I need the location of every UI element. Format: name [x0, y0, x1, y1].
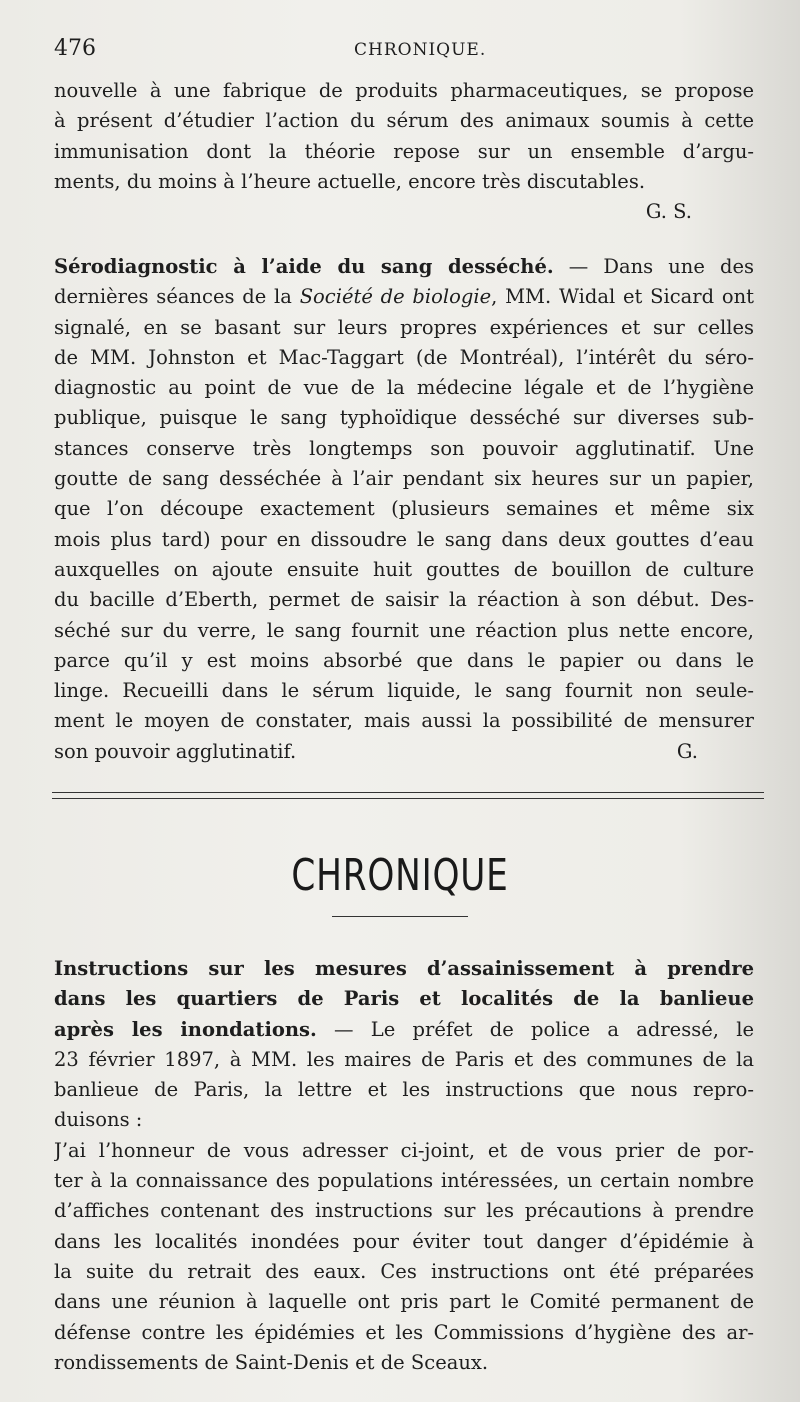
text-line: immunisation dont la théorie repose sur un ensemble d’argu-	[54, 139, 754, 163]
text-line: du bacille d’Eberth, permet de saisir la réaction à son début. Des-	[54, 588, 754, 612]
text-line: publique, puisque le sang typhoïdique desséché sur diverses sub-	[54, 406, 754, 430]
article-title-line	[54, 984, 754, 1014]
text-line: diagnostic au point de vue de la médecine légale et de l’hygiène	[54, 376, 754, 400]
text-fragment: — Dans une des	[553, 255, 754, 278]
text-line: goutte de sang desséchée à l’air pendant six heures sur un papier,	[54, 467, 754, 491]
text-line: linge. Recueilli dans le sérum liquide, le sang fournit non seule-	[54, 679, 754, 703]
author-signature: G. S.	[645, 200, 692, 224]
running-title: CHRONIQUE.	[354, 40, 487, 60]
article-instructions	[54, 954, 754, 1378]
text-line: duisons :	[54, 1108, 143, 1132]
journal-name: Société de biologie	[299, 285, 492, 309]
title-underline	[332, 916, 468, 917]
text-line: ments, du moins à l’heure actuelle, encore très discutables.	[54, 169, 646, 193]
text-fragment: dernières séances de la	[54, 285, 300, 309]
text-line: ment le moyen de constater, mais aussi la possibilité de mensurer	[54, 709, 754, 733]
article-title-line	[54, 252, 754, 282]
text-fragment: , MM. Widal et Sicard ont	[491, 285, 754, 309]
section-divider-top	[52, 792, 764, 793]
text-line: rondissements de Saint-Denis et de Sceaux.	[54, 1350, 489, 1374]
text-line: d’affiches contenant des instructions sur les précautions à prendre	[54, 1199, 754, 1223]
text-fragment: — Le préfet de police a adressé, le	[316, 1017, 754, 1041]
text-fragment: son pouvoir agglutinatif.	[54, 739, 297, 763]
text-line: auxquelles on ajoute ensuite huit gouttes de bouillon de culture	[54, 557, 754, 581]
article-title-line	[54, 954, 754, 984]
author-signature: G.	[676, 739, 698, 763]
text-line: signalé, en se basant sur leurs propres expériences et sur celles	[54, 315, 754, 339]
section-title: CHRONIQUE	[291, 850, 509, 901]
text-line	[54, 282, 754, 312]
text-line: dans les localités inondées pour éviter tout danger d’épidémie à	[54, 1229, 754, 1253]
article-continued	[54, 76, 754, 227]
text-line: la suite du retrait des eaux. Ces instructions ont été préparées	[54, 1259, 754, 1283]
article-serodiagnostic	[54, 252, 754, 767]
text-line: séché sur du verre, le sang fournit une réaction plus nette encore,	[54, 618, 754, 642]
article-title: dans les quartiers de Paris et localités de la banlieue	[54, 987, 754, 1011]
text-line: 23 février 1897, à MM. les maires de Paris et des communes de la	[54, 1047, 754, 1071]
text-line: parce qu’il y est moins absorbé que dans le papier ou dans le	[54, 648, 754, 672]
section-divider-bottom	[52, 798, 764, 799]
text-line: de MM. Johnston et Mac-Taggart (de Montréal), l’intérêt du séro-	[54, 345, 754, 369]
article-title: Instructions sur les mesures d’assainissement à prendre	[54, 957, 754, 980]
page-number: 476	[54, 36, 96, 61]
text-line: défense contre les épidémies et les Commissions d’hygiène des ar-	[54, 1320, 754, 1344]
article-title: Sérodiagnostic à l’aide du sang desséché.	[54, 255, 554, 278]
text-line: que l’on découpe exactement (plusieurs semaines et même six	[54, 497, 754, 521]
running-head	[54, 36, 754, 66]
text-line: mois plus tard) pour en dissoudre le sang dans deux gouttes d’eau	[54, 527, 754, 551]
article-title-line	[54, 1015, 754, 1045]
text-line: banlieue de Paris, la lettre et les instructions que nous repro-	[54, 1078, 754, 1102]
text-line: dans une réunion à laquelle ont pris part le Comité permanent de	[54, 1290, 754, 1314]
text-line: J’ai l’honneur de vous adresser ci-joint, et de vous prier de por-	[54, 1138, 754, 1162]
text-line: stances conserve très longtemps son pouvoir agglutinatif. Une	[54, 436, 754, 460]
article-title: après les inondations.	[54, 1017, 317, 1041]
text-line: à présent d’étudier l’action du sérum des animaux soumis à cette	[54, 109, 754, 133]
text-line	[54, 737, 754, 767]
text-line: ter à la connaissance des populations intéressées, un certain nombre	[54, 1169, 754, 1193]
text-line: nouvelle à une fabrique de produits pharmaceutiques, se propose	[54, 79, 754, 102]
